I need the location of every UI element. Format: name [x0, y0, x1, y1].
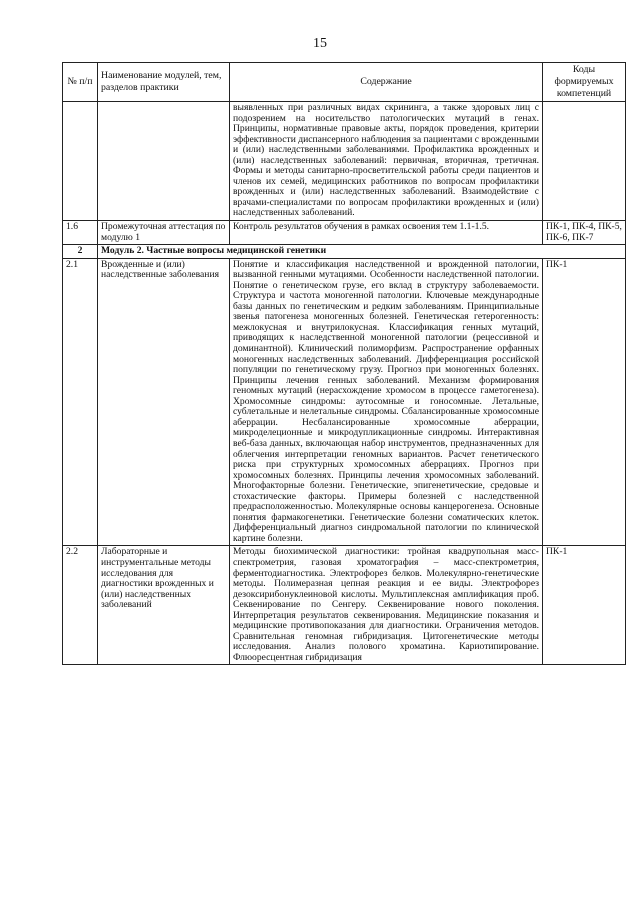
header-number: № п/п	[63, 63, 98, 102]
row-number-cell	[63, 102, 98, 221]
row-content-cell: выявленных при различных видах скрининга, а также здоровых лиц с подозрением на носительство патологических мутаций в генах. Принципы, нормативные правовые акты, порядок проведения, критерии эффективности диспансерного наблюдения за пациентами с врожденными и (или) наследственными заболеваниями. Профилактика врожденных и (или) наследственных заболеваний: первичная, вторичная, третичная. Формы и методы санитарно-просветительской работы среди пациентов и членов их семей, медицинских работников по вопросам профилактики врожденных и (или) наследственных заболеваний. Взаимодействие с врачами-специалистами по вопросам профилактики врожденных и (или) наследственных заболеваний.	[230, 102, 543, 221]
row-number-cell: 2.2	[63, 546, 98, 665]
row-number-cell: 2.1	[63, 258, 98, 546]
module-title-cell: Модуль 2. Частные вопросы медицинской генетики	[98, 245, 626, 259]
row-codes-cell: ПК-1	[543, 546, 626, 665]
row-codes-cell	[543, 102, 626, 221]
table-row-2-1	[63, 258, 626, 546]
row-content-cell: Методы биохимической диагностики: тройная квадрупольная масс-спектрометрия, газовая хроматография – масс-спектрометрия, ферментодиагностика. Электрофорез белков. Молекулярно-генетические методы. Полимеразная цепная реакция и ее виды. Электрофорез дезоксирибонуклеиновой кислоты. Мультиплексная амплификация проб. Секвенирование по Сенгеру. Секвенирование нового поколения. Интерпретация результатов секвенирования. Медицинские показания и медицинские противопоказания для диагностики. Ограничения методов. Сравнительная геномная гибридизация. Цитогенетические методы исследования. Анализ полового хроматина. Кариотипирование. Флюоресцентная гибридизация	[230, 546, 543, 665]
table-row-1-6	[63, 221, 626, 245]
header-module-name: Наименование модулей, тем, разделов практики	[98, 63, 230, 102]
row-number-cell: 1.6	[63, 221, 98, 245]
row-codes-cell: ПК-1, ПК-4, ПК-5, ПК-6, ПК-7	[543, 221, 626, 245]
row-content-cell: Понятие и классификация наследственной и врожденной патологии, вызванной генными мутациями. Особенности наследственной патологии. Понятие о генетическом грузе, его вклад в структуру заболеваемости. Структура и частота моногенной патологии. Ключевые международные базы данных по генетическим и редким заболеваниям. Принципиальные звенья патогенеза моногенных болезней. Генетическая гетерогенность: межлокусная и внутрилокусная. Классификация генных мутаций, приводящих к наследственной моногенной патологии (рецессивной и доминантной). Клинический полиморфизм. Распространение орфанных моногенных наследственных заболеваний. Дифференциация российской популяции по генетическому грузу. Прогноз при моногенных болезнях. Принципы лечения генных заболеваний. Механизм формирования геномных мутаций (нерасхождение хромосом в процессе гаметогенеза). Хромосомные синдромы: аутосомные и гоносомные. Летальные, сублетальные и нелетальные синдромы. Сбалансированные хромосомные аберрации. Несбалансированные хромосомные аберрации, микроделеционные и микродупликационные синдромы. Интерактивная веб-база данных, включающая набор инструментов, предназначенных для облегчения интерпретации геномных вариантов. Расчет генетического риска при структурных хромосомных аберрациях. Прогноз при хромосомных болезнях. Принципы лечения хромосомных заболеваний. Многофакторные болезни. Генетические, эпигенетические, средовые и стохастические факторы. Примеры болезней с наследственной предрасположенностью. Молекулярные основы канцерогенеза. Основные понятия фармакогенетики. Генетические болезни соматических клеток. Дифференциальный диагноз синдромальной патологии по клинической картине болезни.	[230, 258, 543, 546]
row-codes-cell: ПК-1	[543, 258, 626, 546]
row-name-cell: Промежуточная аттестация по модулю 1	[98, 221, 230, 245]
module-number-cell: 2	[63, 245, 98, 259]
row-name-cell: Врожденные и (или) наследственные заболевания	[98, 258, 230, 546]
row-name-cell	[98, 102, 230, 221]
row-name-cell: Лабораторные и инструментальные методы исследования для диагностики врожденных и (или) наследственных заболеваний	[98, 546, 230, 665]
table-row-continuation	[63, 102, 626, 221]
module-2-row	[63, 245, 626, 259]
curriculum-table	[62, 62, 626, 665]
table-row-2-2	[63, 546, 626, 665]
header-content: Содержание	[230, 63, 543, 102]
page-number: 15	[313, 36, 327, 51]
table-header-row	[63, 63, 626, 102]
header-competency-codes: Коды формируемых компетенций	[543, 63, 626, 102]
row-content-cell: Контроль результатов обучения в рамках освоения тем 1.1-1.5.	[230, 221, 543, 245]
